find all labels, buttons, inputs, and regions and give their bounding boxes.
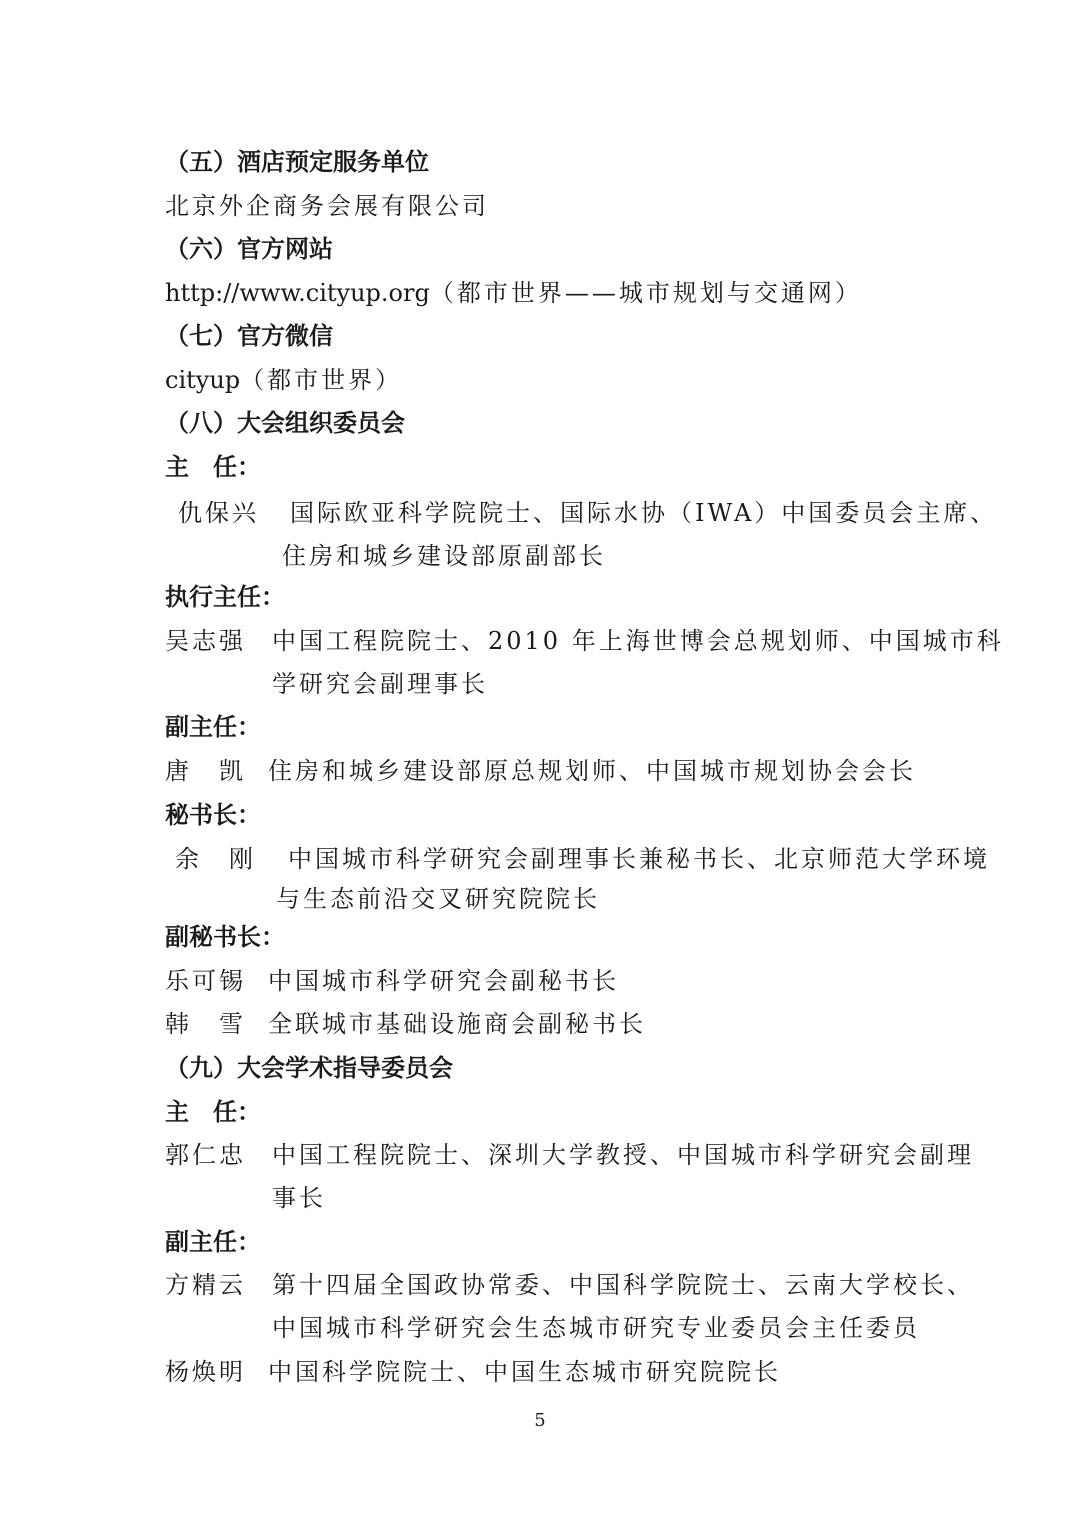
org-vsec1-desc: 中国城市科学研究会副秘书长	[268, 967, 619, 995]
acad-vice1-name: 方精云	[165, 1271, 246, 1299]
org-vsec1-name: 乐可锡	[165, 967, 246, 995]
org-sec-desc-line2: 与生态前沿交叉研究院院长	[276, 885, 600, 913]
website-desc: （都市世界——城市规划与交通网）	[429, 279, 862, 307]
acad-vice-label: 副主任：	[165, 1228, 261, 1256]
org-sec-desc-line1: 中国城市科学研究会副理事长兼秘书长、北京师范大学环境	[288, 845, 990, 873]
section-heading-wechat: （七）官方微信	[165, 322, 333, 350]
wechat-id: cityup	[165, 366, 241, 394]
org-chair-desc-line2: 住房和城乡建设部原副部长	[282, 542, 606, 570]
org-sec-label: 秘书长：	[165, 801, 261, 829]
acad-vice2-desc: 中国科学院院士、中国生态城市研究院院长	[268, 1358, 781, 1386]
page-number: 5	[534, 1410, 546, 1431]
acad-chair-desc-line2: 事长	[272, 1184, 326, 1212]
wechat-desc: （都市世界）	[240, 366, 403, 394]
org-sec-name: 余 刚	[175, 845, 256, 873]
acad-chair-label: 主 任：	[165, 1098, 261, 1126]
website-line	[165, 278, 862, 308]
org-vice-desc: 住房和城乡建设部原总规划师、中国城市规划协会会长	[268, 757, 916, 785]
org-exec-desc-line1: 中国工程院院士、2010 年上海世博会总规划师、中国城市科	[272, 627, 1004, 655]
section-heading-hotel: （五）酒店预定服务单位	[165, 148, 429, 176]
acad-chair-desc-line1: 中国工程院院士、深圳大学教授、中国城市科学研究会副理	[272, 1141, 974, 1169]
hotel-company: 北京外企商务会展有限公司	[165, 192, 489, 220]
org-exec-desc-line2: 学研究会副理事长	[272, 670, 488, 698]
section-heading-org-committee: （八）大会组织委员会	[165, 409, 405, 437]
org-chair-name: 仇保兴	[178, 499, 259, 527]
acad-chair-name: 郭仁忠	[165, 1141, 246, 1169]
org-vsec-label: 副秘书长：	[165, 923, 285, 951]
acad-vice1-desc-line1: 第十四届全国政协常委、中国科学院院士、云南大学校长、	[272, 1271, 974, 1299]
org-exec-label: 执行主任：	[165, 583, 285, 611]
org-vsec2-desc: 全联城市基础设施商会副秘书长	[268, 1010, 646, 1038]
acad-vice1-desc-line2: 中国城市科学研究会生态城市研究专业委员会主任委员	[272, 1314, 920, 1342]
org-vice-name: 唐 凯	[165, 757, 246, 785]
org-chair-desc-line1: 国际欧亚科学院院士、国际水协（IWA）中国委员会主席、	[290, 499, 998, 527]
section-heading-academic-committee: （九）大会学术指导委员会	[165, 1054, 453, 1082]
org-vice-label: 副主任：	[165, 713, 261, 741]
org-exec-name: 吴志强	[165, 627, 246, 655]
section-heading-website: （六）官方网站	[165, 235, 333, 263]
acad-vice2-name: 杨焕明	[165, 1358, 246, 1386]
org-chair-label: 主 任：	[165, 453, 261, 481]
wechat-line	[165, 365, 402, 395]
org-vsec2-name: 韩 雪	[165, 1010, 246, 1038]
website-url[interactable]: http://www.cityup.org	[165, 279, 430, 307]
